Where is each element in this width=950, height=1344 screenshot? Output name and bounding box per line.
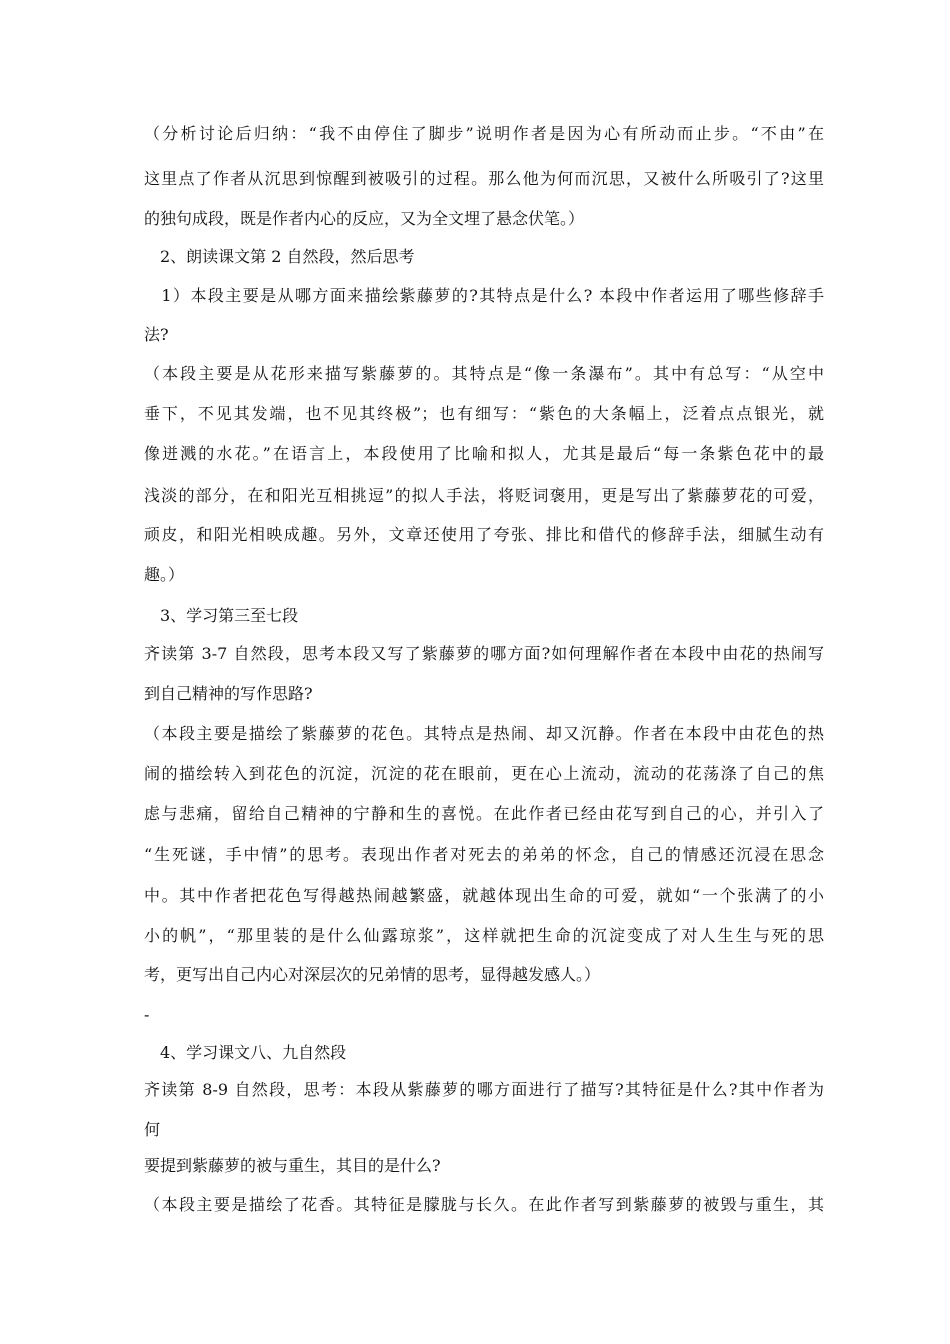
- question-line: 1）本段主要是从哪方面来描绘紫藤萝的?其特点是什么? 本段中作者运用了哪些修辞手: [144, 286, 824, 305]
- text-line: “生死谜，手中情”的思考。表现出作者对死去的弟弟的怀念，自己的情感还沉浸在思念: [144, 845, 824, 864]
- text-line: 这里点了作者从沉思到惊醒到被吸引的过程。那么他为何而沉思，又被什么所吸引了?这里: [144, 169, 824, 188]
- text-line: （本段主要是描绘了花香。其特征是朦胧与长久。在此作者写到紫藤萝的被毁与重生，其: [144, 1195, 824, 1214]
- text-line: （分析讨论后归纳：“我不由停住了脚步”说明作者是因为心有所动而止步。“不由”在: [144, 124, 824, 143]
- question-line: 法?: [144, 325, 169, 344]
- text-line: 顽皮，和阳光相映成趣。另外，文章还使用了夸张、排比和借代的修辞手法，细腻生动有: [144, 525, 824, 544]
- text-line: （本段主要是描绘了紫藤萝的花色。其特点是热闹、却又沉静。作者在本段中由花色的热: [144, 724, 824, 743]
- question-line: 到自己精神的写作思路?: [144, 684, 313, 703]
- text-line: 浅淡的部分，在和阳光互相挑逗”的拟人手法，将贬词褒用，更是写出了紫藤萝花的可爱，: [144, 486, 824, 505]
- text-line: 闹的描绘转入到花色的沉淀，沉淀的花在眼前，更在心上流动，流动的花荡涤了自己的焦: [144, 764, 824, 783]
- text-line: 考，更写出自己内心对深层次的兄弟情的思考，显得越发感人。）: [144, 965, 601, 984]
- section-heading: 3、学习第三至七段: [144, 606, 299, 625]
- text-line: 的独句成段，既是作者内心的反应，又为全文埋了悬念伏笔。）: [144, 209, 585, 228]
- question-line: 齐读第 3-7 自然段，思考本段又写了紫藤萝的哪方面?如何理解作者在本段中由花的热闹写: [144, 644, 824, 663]
- section-heading: 2、朗读课文第 2 自然段，然后思考: [144, 247, 415, 266]
- text-line: 像迸溅的水花。”在语言上，本段使用了比喻和拟人，尤其是最后“每一条紫色花中的最: [144, 444, 824, 463]
- text-line: 中。其中作者把花色写得越热闹越繁盛，就越体现出生命的可爱，就如“一个张满了的小: [144, 886, 824, 905]
- question-line: 齐读第 8-9 自然段，思考：本段从紫藤萝的哪方面进行了描写?其特征是什么?其中作者为: [144, 1080, 824, 1099]
- section-heading: 4、学习课文八、九自然段: [144, 1043, 347, 1062]
- text-line: 小的帆”，“那里装的是什么仙露琼浆”，这样就把生命的沉淀变成了对人生生与死的思: [144, 926, 824, 945]
- separator-mark: -: [144, 1005, 150, 1024]
- text-line: 垂下，不见其发端，也不见其终极”；也有细写：“紫色的大条幅上，泛着点点银光，就: [144, 404, 824, 423]
- text-line: 趣。）: [144, 565, 185, 584]
- question-line: 何: [144, 1120, 161, 1139]
- text-line: 虑与悲痛，留给自己精神的宁静和生的喜悦。在此作者已经由花写到自己的心，并引入了: [144, 804, 824, 823]
- question-line: 要提到紫藤萝的被与重生，其目的是什么?: [144, 1156, 441, 1175]
- text-line: （本段主要是从花形来描写紫藤萝的。其特点是“像一条瀑布”。其中有总写：“从空中: [144, 364, 824, 383]
